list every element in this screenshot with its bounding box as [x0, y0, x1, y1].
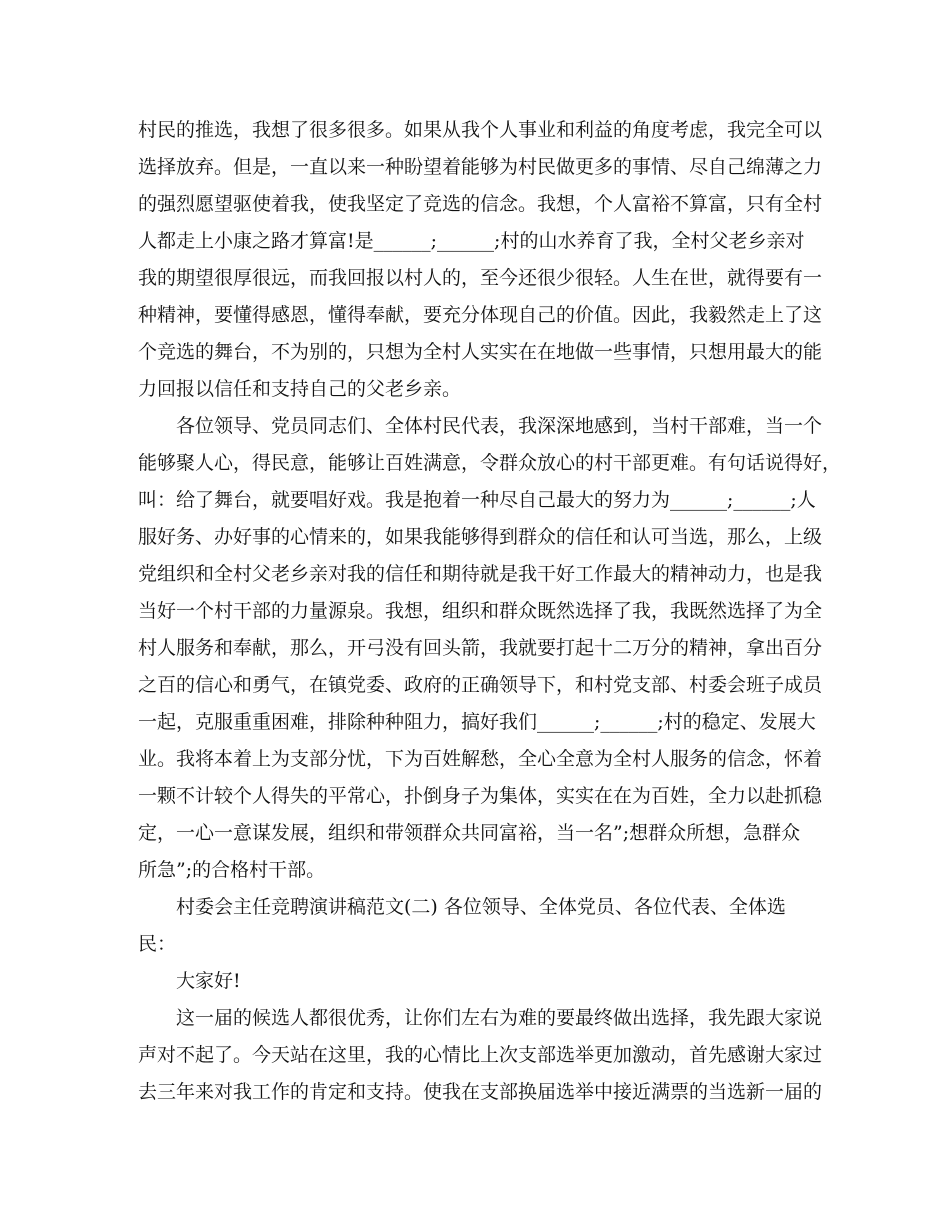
paragraph-start-line: 这一届的候选人都很优秀，让你们左右为难的要最终做出选择，我先跟大家说	[176, 1007, 823, 1029]
text-line: 种精神，要懂得感恩，懂得奉献，要充分体现自己的价值。因此，我毅然走上了这	[138, 304, 823, 326]
paragraph-start-line: 各位领导、党员同志们、全体村民代表，我深深地感到，当村干部难，当一个	[176, 415, 823, 437]
text-line: 力回报以信任和支持自己的父老乡亲。	[138, 378, 462, 400]
text-line: 村人服务和奉献，那么，开弓没有回头箭，我就要打起十二万分的精神，拿出百分	[138, 637, 823, 659]
text-line: 人都走上小康之路才算富!是______;______;村的山水养育了我，全村父老乡亲对	[138, 230, 805, 252]
text-line: 一颗不计较个人得失的平常心，扑倒身子为集体，实实在在为百姓，全力以赴抓稳	[138, 785, 823, 807]
text-line: 业。我将本着上为支部分忧，下为百姓解愁，全心全意为全村人服务的信念，怀着	[138, 748, 823, 770]
text-line: 当好一个村干部的力量源泉。我想，组织和群众既然选择了我，我既然选择了为全	[138, 600, 823, 622]
text-line: 去三年来对我工作的肯定和支持。使我在支部换届选举中接近满票的当选新一届的	[138, 1081, 823, 1103]
text-line: 个竞选的舞台，不为别的，只想为全村人实实在在地做一些事情，只想用最大的能	[138, 341, 823, 363]
text-line: 服好务、办好事的心情来的，如果我能够得到群众的信任和认可当选，那么，上级	[138, 526, 823, 548]
text-line: 选择放弃。但是，一直以来一种盼望着能够为村民做更多的事情、尽自己绵薄之力	[138, 156, 823, 178]
text-line: 的强烈愿望驱使着我，使我坚定了竞选的信念。我想，个人富裕不算富，只有全村	[138, 193, 823, 215]
text-line: 定，一心一意谋发展，组织和带领群众共同富裕，当一名”;想群众所想，急群众	[138, 822, 801, 844]
text-line: 我的期望很厚很远，而我回报以村人的，至今还很少很轻。人生在世，就得要有一	[138, 267, 823, 289]
text-line: 叫：给了舞台，就要唱好戏。我是抱着一种尽自己最大的努力为______;______;人	[138, 489, 816, 511]
text-line: 所急”;的合格村干部。	[138, 859, 326, 881]
section-heading-line: 村委会主任竞聘演讲稿范文(二) 各位领导、全体党员、各位代表、全体选	[176, 896, 786, 918]
text-line: 党组织和全村父老乡亲对我的信任和期待就是我干好工作最大的精神动力，也是我	[138, 563, 823, 585]
text-line: 声对不起了。今天站在这里，我的心情比上次支部选举更加激动，首先感谢大家过	[138, 1044, 823, 1066]
text-line: 一起，克服重重困难，排除种种阻力，搞好我们______;______;村的稳定、发展大	[138, 711, 816, 733]
text-line: 之百的信心和勇气，在镇党委、政府的正确领导下，和村党支部、村委会班子成员	[138, 674, 823, 696]
text-line: 能够聚人心，得民意，能够让百姓满意，令群众放心的村干部更难。有句话说得好，	[138, 452, 842, 474]
text-line: 民：	[138, 933, 177, 955]
greeting-line: 大家好!	[176, 970, 241, 992]
text-line: 村民的推选，我想了很多很多。如果从我个人事业和利益的角度考虑，我完全可以	[138, 119, 823, 141]
